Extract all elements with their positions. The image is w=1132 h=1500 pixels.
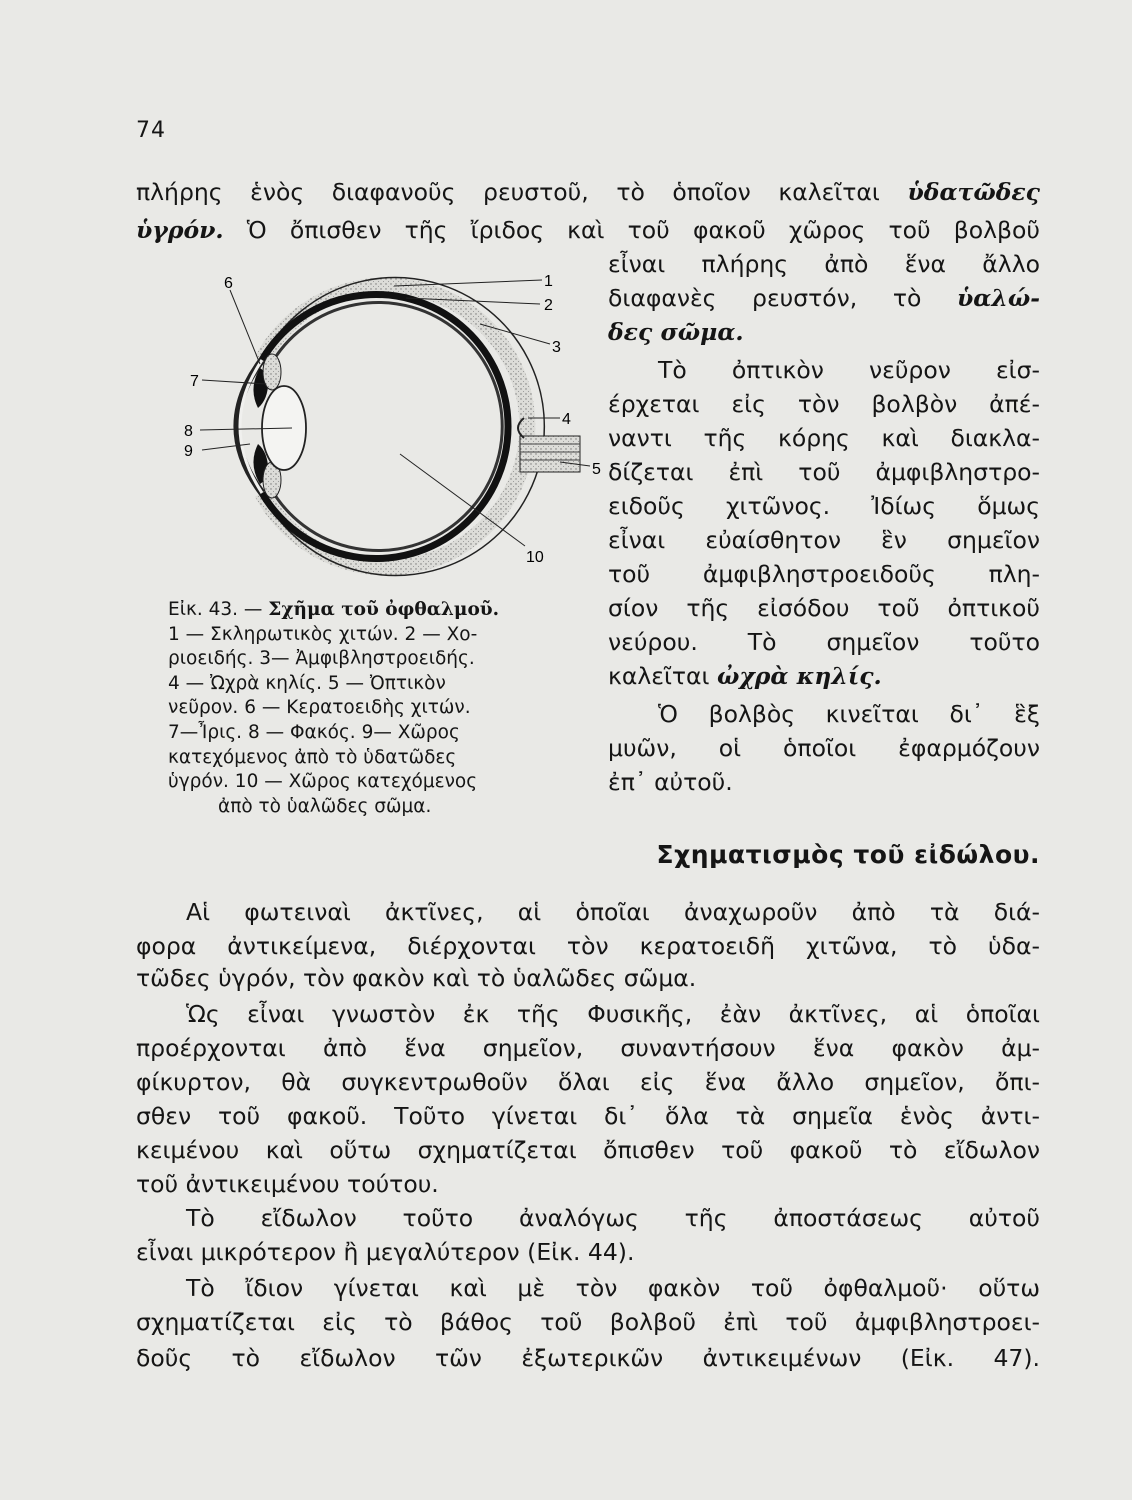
text-line: τοῦ ἀντικειμένου τούτου. (136, 1170, 439, 1198)
label-8: 8 (184, 423, 193, 440)
figure-caption (168, 598, 568, 819)
section-heading: Σχηματισμὸς τοῦ εἰδώλου. (656, 840, 1040, 869)
caption-line: κατεχόμενος ἀπὸ τὸ ὑδατῶδες (168, 746, 457, 768)
text-line: Τὸ ἴδιον γίνεται καὶ μὲ τὸν φακὸν τοῦ ὀφθαλμοῦ· οὕτω (186, 1274, 1040, 1302)
label-4: 4 (562, 411, 571, 428)
text-line: σίον τῆς εἰσόδου τοῦ ὀπτικοῦ (608, 594, 1040, 622)
text-line: ἐπ᾽ αὐτοῦ. (608, 768, 733, 796)
caption-line: νεῦρον. 6 — Κερατοειδὴς χιτών. (168, 697, 471, 719)
text-line: φίκυρτον, θὰ συγκεντρωθοῦν ὅλαι εἰς ἕνα ἄλλο σημεῖον, ὄπι- (136, 1068, 1040, 1096)
caption-line: ριοειδής. 3— Ἀμφιβληστροειδής. (168, 648, 475, 670)
text-line: νεύρου. Τὸ σημεῖον τοῦτο (608, 628, 1040, 656)
text-line: Ὁ βολβὸς κινεῖται δι᾽ ἓξ (658, 700, 1040, 728)
text-line: εἶναι εὐαίσθητον ἓν σημεῖον (608, 526, 1040, 554)
text-line: ὑγρόν. Ὁ ὄπισθεν τῆς ἴριδος καὶ τοῦ φακοῦ χῶρος τοῦ βολβοῦ (136, 216, 1040, 244)
text-line: Τὸ ὀπτικὸν νεῦρον εἰσ- (658, 356, 1040, 384)
text-line: φορα ἀντικείμενα, διέρχονται τὸν κερατοειδῆ χιτῶνα, τὸ ὑδα- (136, 932, 1040, 960)
label-5: 5 (592, 461, 601, 478)
text-line: εἶναι πλήρης ἀπὸ ἕνα ἄλλο (608, 250, 1040, 278)
caption-line: 1 — Σκληρωτικὸς χιτών. 2 — Χο- (168, 623, 478, 645)
caption-title-line: Εἰκ. 43. — Σχῆμα τοῦ ὀφθαλμοῦ. (168, 599, 500, 620)
page-number: 74 (136, 118, 166, 143)
eye-diagram-svg (180, 268, 610, 598)
caption-line: ἀπὸ τὸ ὑαλῶδες σῶμα. (218, 795, 432, 817)
text-line: Τὸ εἴδωλον τοῦτο ἀναλόγως τῆς ἀποστάσεως αὐτοῦ (186, 1204, 1040, 1232)
text-line: Ὡς εἶναι γνωστὸν ἐκ τῆς Φυσικῆς, ἐὰν ἀκτῖνες, αἱ ὁποῖαι (186, 1000, 1040, 1028)
caption-line: 7—Ἶρις. 8 — Φακός. 9— Χῶρος (168, 721, 460, 743)
text-line: μυῶν, οἱ ὁποῖοι ἐφαρμόζουν (608, 734, 1040, 762)
text-line: Αἱ φωτειναὶ ἀκτῖνες, αἱ ὁποῖαι ἀναχωροῦν ἀπὸ τὰ διά- (186, 898, 1040, 926)
text-line: τῶδες ὑγρόν, τὸν φακὸν καὶ τὸ ὑαλῶδες σῶμα. (136, 964, 697, 992)
optic-nerve (520, 436, 580, 472)
label-1: 1 (544, 273, 553, 290)
text-line: τοῦ ἀμφιβληστροειδοῦς πλη- (608, 560, 1040, 588)
text-line: πλήρης ἑνὸς διαφανοῦς ρευστοῦ, τὸ ὁποῖον καλεῖται ὑδατῶδες (136, 178, 1040, 206)
text-line: κειμένου καὶ οὕτω σχηματίζεται ὄπισθεν τοῦ φακοῦ τὸ εἴδωλον (136, 1136, 1040, 1164)
text-line: έρχεται εἰς τὸν βολβὸν ἀπέ- (608, 390, 1040, 418)
label-10: 10 (526, 549, 544, 566)
label-6: 6 (224, 275, 233, 292)
label-3: 3 (552, 339, 561, 356)
label-9: 9 (184, 443, 193, 460)
text-line: καλεῖται ὠχρὰ κηλίς. (608, 662, 882, 690)
text-line: διαφανὲς ρευστόν, τὸ ὑαλώ- (608, 284, 1040, 312)
caption-line: 4 — Ὠχρὰ κηλίς. 5 — Ὀπτικὸν (168, 672, 446, 694)
eye-diagram (180, 268, 610, 598)
text-line: δίζεται ἐπὶ τοῦ ἀμφιβληστρο- (608, 458, 1040, 486)
text-line: σχηματίζεται εἰς τὸ βάθος τοῦ βολβοῦ ἐπὶ τοῦ ἀμφιβληστροει- (136, 1308, 1040, 1336)
text-line: προέρχονται ἀπὸ ἕνα σημεῖον, συναντήσουν ἕνα φακὸν ἀμ- (136, 1034, 1040, 1062)
text-line: δοῦς τὸ εἴδωλον τῶν ἐξωτερικῶν ἀντικειμένων (Εἰκ. 47). (136, 1344, 1040, 1372)
caption-line: ὑγρόν. 10 — Χῶρος κατεχόμενος (168, 771, 478, 793)
text-line: ναντι τῆς κόρης καὶ διακλα- (608, 424, 1040, 452)
text-line: σθεν τοῦ φακοῦ. Τοῦτο γίνεται δι᾽ ὅλα τὰ σημεῖα ἑνὸς ἀντι- (136, 1102, 1040, 1130)
label-7: 7 (190, 373, 199, 390)
text-line: ειδοῦς χιτῶνος. Ἰδίως ὅμως (608, 492, 1040, 520)
label-2: 2 (544, 297, 553, 314)
text-line: εἶναι μικρότερον ἢ μεγαλύτερον (Εἰκ. 44). (136, 1238, 635, 1266)
text-line: δες σῶμα. (608, 318, 744, 346)
